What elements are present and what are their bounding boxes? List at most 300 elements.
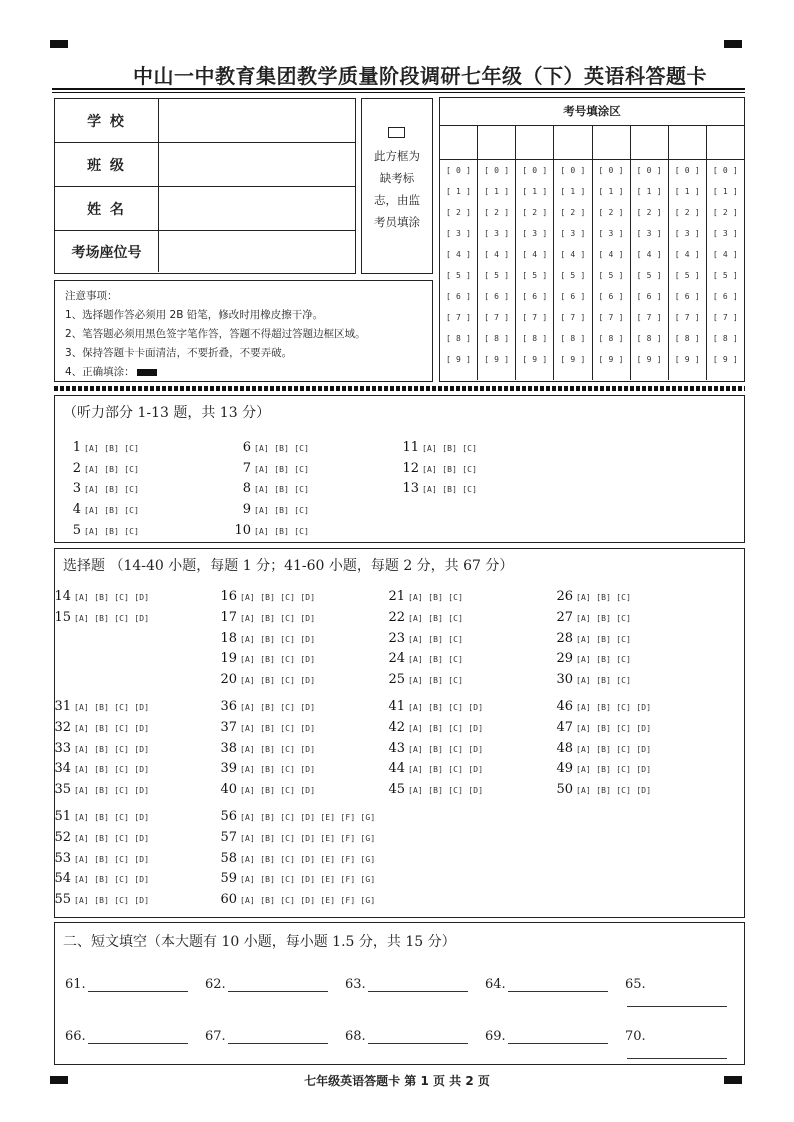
class-row: [55, 143, 355, 187]
question-number: 58: [220, 850, 237, 866]
id-digit-bubble[interactable]: [ 4 ]: [598, 250, 624, 259]
id-digit-bubble[interactable]: [ 0 ]: [636, 166, 662, 175]
id-write-box-7[interactable]: [669, 126, 706, 160]
id-digit-bubble[interactable]: [ 5 ]: [712, 271, 738, 280]
id-digit-bubble[interactable]: [ 5 ]: [674, 271, 700, 280]
id-digit-bubble[interactable]: [ 5 ]: [484, 271, 510, 280]
answer-bubbles[interactable]: [A] [B] [C] [D]: [74, 613, 150, 623]
answer-bubbles[interactable]: [A] [B] [C] [D]: [240, 593, 316, 602]
correct-fill-sample: [137, 369, 157, 376]
title-rule-thin: [52, 92, 745, 93]
answer-bubbles[interactable]: [A] [B] [C]: [84, 526, 140, 536]
title-rule-thick: [52, 88, 745, 90]
question-row: [61, 436, 139, 455]
cloze-answer-line[interactable]: [228, 1030, 328, 1044]
question-row: [49, 757, 149, 776]
notice-heading: 注意事项：: [65, 290, 118, 302]
answer-bubbles[interactable]: [A] [B] [C] [D]: [408, 744, 484, 754]
id-write-box-4[interactable]: [554, 126, 591, 160]
question-row: [215, 737, 315, 756]
answer-bubbles[interactable]: [A] [B] [C]: [422, 444, 478, 453]
question-number: 25: [388, 672, 405, 688]
answer-bubbles[interactable]: [A] [B] [C]: [422, 464, 478, 474]
id-digit-bubble[interactable]: [ 8 ]: [636, 334, 662, 343]
question-row: [61, 519, 139, 538]
question-number: 60: [220, 892, 237, 908]
id-digit-bubble[interactable]: [ 6 ]: [712, 292, 738, 301]
id-digit-bubble[interactable]: [ 8 ]: [522, 334, 548, 343]
answer-bubbles[interactable]: [A] [B] [C]: [408, 634, 464, 644]
question-number: 48: [556, 740, 573, 756]
id-digit-bubble[interactable]: [ 9 ]: [636, 355, 662, 364]
id-digit-bubble[interactable]: [ 1 ]: [712, 187, 738, 196]
notice-item-1: 1、选择题作答必须用 2B 铅笔，修改时用橡皮擦干净。: [65, 309, 324, 321]
id-digit-bubble[interactable]: [ 9 ]: [674, 355, 700, 364]
id-digit-bubble[interactable]: [ 4 ]: [484, 250, 510, 259]
id-digit-bubble[interactable]: [ 1 ]: [598, 187, 624, 196]
id-digit-bubble[interactable]: [ 7 ]: [446, 313, 472, 322]
answer-bubbles[interactable]: [A] [B] [C] [D]: [74, 896, 150, 906]
question-number: 55: [54, 892, 71, 908]
cloze-item: [625, 1029, 744, 1059]
question-number: 23: [388, 630, 405, 646]
id-digit-bubble[interactable]: [ 3 ]: [674, 229, 700, 238]
question-number: 19: [220, 651, 237, 667]
answer-bubbles[interactable]: [A] [B] [C] [D]: [74, 723, 150, 733]
id-write-box-8[interactable]: [707, 126, 744, 160]
cloze-answer-line[interactable]: [368, 1030, 468, 1044]
id-digit-bubble[interactable]: [ 8 ]: [446, 334, 472, 343]
answer-bubbles[interactable]: [A] [B] [C] [D]: [240, 634, 316, 644]
id-digit-bubble[interactable]: [ 3 ]: [560, 229, 586, 238]
seat-field[interactable]: [159, 231, 355, 272]
answer-bubbles[interactable]: [A] [B] [C] [D]: [240, 765, 316, 775]
answer-bubbles[interactable]: [A] [B] [C] [D]: [408, 786, 484, 796]
question-row: [551, 695, 651, 714]
answer-bubbles[interactable]: [A] [B] [C]: [576, 676, 632, 686]
id-digit-bubble[interactable]: [ 0 ]: [522, 166, 548, 175]
id-digit-bubble[interactable]: [ 9 ]: [598, 355, 624, 364]
cloze-number: 69.: [485, 1029, 506, 1044]
question-number: 11: [402, 440, 419, 455]
cloze-answer-line[interactable]: [508, 1030, 608, 1044]
id-digit-bubble[interactable]: [ 7 ]: [636, 313, 662, 322]
question-row: [551, 737, 651, 756]
question-row: [49, 888, 149, 907]
question-row: [383, 585, 463, 604]
school-row: [55, 99, 355, 143]
question-row: [551, 716, 651, 735]
answer-bubbles[interactable]: [A] [B] [C] [D] [E] [F] [G]: [240, 833, 376, 843]
question-number: 16: [220, 589, 237, 604]
id-digit-bubble[interactable]: [ 7 ]: [522, 313, 548, 322]
question-number: 1: [72, 440, 81, 455]
answer-bubbles[interactable]: [A] [B] [C] [D]: [74, 875, 150, 885]
cloze-answer-line[interactable]: [627, 993, 727, 1007]
answer-bubbles[interactable]: [A] [B] [C] [D]: [576, 703, 652, 712]
answer-bubbles[interactable]: [A] [B] [C] [D]: [240, 613, 316, 623]
answer-bubbles[interactable]: [A] [B] [C] [D]: [576, 744, 652, 754]
answer-bubbles[interactable]: [A] [B] [C] [D]: [576, 765, 652, 775]
choice-section: [54, 548, 745, 918]
question-number: 14: [54, 589, 71, 604]
question-row: [49, 695, 149, 714]
cloze-answer-line[interactable]: [627, 1045, 727, 1059]
answer-bubbles[interactable]: [A] [B] [C]: [576, 593, 632, 602]
cloze-item: [205, 1029, 328, 1044]
answer-bubbles[interactable]: [A] [B] [C]: [408, 676, 464, 686]
id-digit-bubble[interactable]: [ 4 ]: [560, 250, 586, 259]
id-write-box-5[interactable]: [593, 126, 630, 160]
cloze-number: 62.: [205, 977, 226, 992]
question-number: 44: [388, 761, 405, 777]
question-row: [231, 457, 309, 476]
name-field[interactable]: [159, 187, 355, 230]
question-number: 29: [556, 651, 573, 667]
id-digit-bubble[interactable]: [ 9 ]: [446, 355, 472, 364]
id-digit-bubble[interactable]: [ 2 ]: [636, 208, 662, 217]
id-column-3: [516, 126, 554, 380]
question-number: 28: [556, 630, 573, 646]
question-row: [215, 826, 375, 845]
id-digit-bubble[interactable]: [ 6 ]: [674, 292, 700, 301]
question-row: [49, 778, 149, 797]
question-number: 8: [242, 481, 251, 497]
id-digit-bubble[interactable]: [ 6 ]: [446, 292, 472, 301]
answer-bubbles[interactable]: [A] [B] [C] [D]: [408, 723, 484, 733]
id-digit-bubble[interactable]: [ 6 ]: [522, 292, 548, 301]
question-number: 21: [388, 589, 405, 604]
question-row: [383, 737, 483, 756]
absent-mark-box: [361, 98, 433, 274]
id-digit-bubble[interactable]: [ 8 ]: [674, 334, 700, 343]
id-digit-bubble[interactable]: [ 8 ]: [484, 334, 510, 343]
answer-bubbles[interactable]: [A] [B] [C] [D] [E] [F] [G]: [240, 875, 376, 885]
answer-bubbles[interactable]: [A] [B] [C] [D]: [74, 593, 150, 602]
question-row: [215, 778, 315, 797]
seat-label: 考场座位号: [55, 231, 159, 272]
id-column-2: [478, 126, 516, 380]
question-row: [49, 737, 149, 756]
id-column-8: [707, 126, 744, 380]
answer-bubbles[interactable]: [A] [B] [C] [D]: [74, 744, 150, 754]
cloze-number: 63.: [345, 977, 366, 992]
page-footer: 七年级英语答题卡 第 1 页 共 2 页: [304, 1074, 490, 1088]
question-row: [551, 647, 631, 666]
question-row: [231, 519, 309, 538]
question-row: [215, 695, 315, 714]
id-digit-bubble[interactable]: [ 4 ]: [522, 250, 548, 259]
id-digit-bubble[interactable]: [ 3 ]: [636, 229, 662, 238]
question-row: [49, 867, 149, 886]
id-digit-bubble[interactable]: [ 4 ]: [712, 250, 738, 259]
question-row: [551, 668, 631, 687]
question-number: 53: [54, 850, 71, 866]
id-digit-bubble[interactable]: [ 4 ]: [674, 250, 700, 259]
answer-bubbles[interactable]: [A] [B] [C] [D]: [74, 854, 150, 864]
id-digit-bubble[interactable]: [ 0 ]: [712, 166, 738, 175]
id-write-box-6[interactable]: [631, 126, 668, 160]
id-column-1: [440, 126, 478, 380]
answer-bubbles[interactable]: [A] [B] [C] [D] [E] [F] [G]: [240, 813, 376, 822]
question-number: 6: [242, 440, 251, 455]
id-digit-bubble[interactable]: [ 3 ]: [446, 229, 472, 238]
absent-line-3: 志，由监: [374, 193, 420, 207]
id-digit-bubble[interactable]: [ 2 ]: [484, 208, 510, 217]
question-row: [231, 477, 309, 496]
question-number: 4: [72, 502, 81, 518]
answer-bubbles[interactable]: [A] [B] [C]: [84, 506, 140, 516]
question-number: 43: [388, 740, 405, 756]
answer-bubbles[interactable]: [A] [B] [C] [D]: [74, 833, 150, 843]
cloze-answer-line[interactable]: [88, 1030, 188, 1044]
id-digit-bubble[interactable]: [ 7 ]: [674, 313, 700, 322]
school-field[interactable]: [159, 99, 355, 142]
question-number: 40: [220, 782, 237, 798]
question-row: [231, 436, 309, 455]
question-row: [383, 668, 463, 687]
answer-bubbles[interactable]: [A] [B] [C]: [254, 526, 310, 536]
question-number: 18: [220, 630, 237, 646]
seat-row: [55, 231, 355, 272]
question-row: [551, 606, 631, 625]
notice-box: [54, 280, 433, 382]
answer-bubbles[interactable]: [A] [B] [C] [D]: [240, 676, 316, 686]
id-digit-bubble[interactable]: [ 2 ]: [522, 208, 548, 217]
id-digit-bubble[interactable]: [ 6 ]: [560, 292, 586, 301]
question-number: 33: [54, 740, 71, 756]
cloze-answer-line[interactable]: [88, 978, 188, 992]
answer-bubbles[interactable]: [A] [B] [C] [D]: [240, 723, 316, 733]
question-number: 56: [220, 809, 237, 824]
question-row: [399, 457, 477, 476]
id-digit-bubble[interactable]: [ 8 ]: [598, 334, 624, 343]
id-digit-bubble[interactable]: [ 2 ]: [446, 208, 472, 217]
question-row: [383, 606, 463, 625]
id-digit-bubble[interactable]: [ 7 ]: [560, 313, 586, 322]
question-number: 26: [556, 589, 573, 604]
id-column-5: [593, 126, 631, 380]
id-write-box-1[interactable]: [440, 126, 477, 160]
id-digit-bubble[interactable]: [ 6 ]: [484, 292, 510, 301]
id-digit-bubble[interactable]: [ 0 ]: [674, 166, 700, 175]
question-number: 3: [72, 481, 81, 497]
question-row: [383, 627, 463, 646]
question-number: 41: [388, 699, 405, 714]
answer-bubbles[interactable]: [A] [B] [C]: [408, 613, 464, 623]
question-number: 34: [54, 761, 71, 777]
answer-bubbles[interactable]: [A] [B] [C]: [254, 485, 310, 495]
answer-bubbles[interactable]: [A] [B] [C]: [422, 485, 478, 495]
answer-bubbles[interactable]: [A] [B] [C] [D]: [240, 744, 316, 754]
answer-bubbles[interactable]: [A] [B] [C] [D]: [576, 786, 652, 796]
question-row: [61, 477, 139, 496]
id-column-4: [554, 126, 592, 380]
id-fill-area: [439, 97, 745, 382]
cloze-item: [65, 977, 188, 992]
answer-bubbles[interactable]: [A] [B] [C]: [408, 655, 464, 665]
id-digit-bubble[interactable]: [ 0 ]: [560, 166, 586, 175]
absent-checkbox[interactable]: [388, 127, 405, 138]
answer-bubbles[interactable]: [A] [B] [C] [D]: [74, 786, 150, 796]
answer-bubbles[interactable]: [A] [B] [C] [D]: [408, 703, 484, 712]
id-digit-bubble[interactable]: [ 3 ]: [712, 229, 738, 238]
answer-bubbles[interactable]: [A] [B] [C] [D]: [74, 813, 150, 822]
answer-bubbles[interactable]: [A] [B] [C]: [84, 485, 140, 495]
question-number: 57: [220, 829, 237, 845]
question-row: [551, 627, 631, 646]
question-number: 17: [220, 609, 237, 625]
answer-bubbles[interactable]: [A] [B] [C] [D]: [240, 786, 316, 796]
cloze-answer-line[interactable]: [228, 978, 328, 992]
answer-bubbles[interactable]: [A] [B] [C]: [576, 655, 632, 665]
question-number: 42: [388, 719, 405, 735]
id-digit-bubble[interactable]: [ 9 ]: [560, 355, 586, 364]
question-number: 52: [54, 829, 71, 845]
question-row: [551, 778, 651, 797]
cloze-number: 66.: [65, 1029, 86, 1044]
answer-bubbles[interactable]: [A] [B] [C] [D]: [576, 723, 652, 733]
answer-bubbles[interactable]: [A] [B] [C] [D]: [408, 765, 484, 775]
id-digit-bubble[interactable]: [ 1 ]: [446, 187, 472, 196]
id-digit-bubble[interactable]: [ 8 ]: [712, 334, 738, 343]
answer-bubbles[interactable]: [A] [B] [C]: [254, 464, 310, 474]
question-row: [215, 647, 315, 666]
question-number: 46: [556, 699, 573, 714]
cloze-item: [625, 977, 744, 1007]
question-row: [551, 585, 631, 604]
id-digit-bubble[interactable]: [ 7 ]: [484, 313, 510, 322]
cloze-answer-line[interactable]: [368, 978, 468, 992]
cloze-answer-line[interactable]: [508, 978, 608, 992]
question-number: 35: [54, 782, 71, 798]
id-digit-bubble[interactable]: [ 5 ]: [446, 271, 472, 280]
answer-bubbles[interactable]: [A] [B] [C] [D] [E] [F] [G]: [240, 896, 376, 906]
id-digit-bubble[interactable]: [ 8 ]: [560, 334, 586, 343]
id-digit-bubble[interactable]: [ 3 ]: [598, 229, 624, 238]
cloze-title: 二、短文填空（本大题有 10 小题，每小题 1.5 分，共 15 分）: [63, 934, 456, 950]
listening-section: [54, 395, 745, 543]
id-digit-bubble[interactable]: [ 4 ]: [636, 250, 662, 259]
answer-bubbles[interactable]: [A] [B] [C] [D]: [240, 703, 316, 712]
question-row: [49, 847, 149, 866]
cloze-item: [485, 977, 608, 992]
absent-line-1: 此方框为: [374, 149, 420, 163]
cloze-item: [65, 1029, 188, 1044]
answer-bubbles[interactable]: [A] [B] [C]: [254, 444, 310, 453]
class-field[interactable]: [159, 143, 355, 186]
id-digit-bubble[interactable]: [ 1 ]: [484, 187, 510, 196]
question-number: 39: [220, 761, 237, 777]
answer-bubbles[interactable]: [A] [B] [C] [D]: [74, 765, 150, 775]
id-digit-bubble[interactable]: [ 1 ]: [560, 187, 586, 196]
id-digit-bubble[interactable]: [ 7 ]: [712, 313, 738, 322]
question-row: [215, 847, 375, 866]
cloze-item: [345, 977, 468, 992]
id-digit-bubble[interactable]: [ 3 ]: [522, 229, 548, 238]
id-digit-bubble[interactable]: [ 1 ]: [522, 187, 548, 196]
question-row: [215, 668, 315, 687]
id-digit-bubble[interactable]: [ 0 ]: [598, 166, 624, 175]
answer-bubbles[interactable]: [A] [B] [C] [D]: [240, 655, 316, 665]
question-row: [49, 805, 149, 824]
answer-bubbles[interactable]: [A] [B] [C]: [408, 593, 464, 602]
listening-title: （听力部分 1-13 题，共 13 分）: [63, 405, 271, 421]
cloze-number: 64.: [485, 977, 506, 992]
id-digit-bubble[interactable]: [ 6 ]: [636, 292, 662, 301]
cloze-number: 68.: [345, 1029, 366, 1044]
question-number: 5: [72, 522, 81, 538]
question-number: 47: [556, 719, 573, 735]
id-digit-bubble[interactable]: [ 5 ]: [560, 271, 586, 280]
question-number: 7: [242, 460, 251, 476]
choice-title: 选择题 （14-40 小题，每题 1 分；41-60 小题，每题 2 分，共 67 分）: [63, 558, 514, 574]
id-digit-bubble[interactable]: [ 3 ]: [484, 229, 510, 238]
question-number: 36: [220, 699, 237, 714]
id-write-box-2[interactable]: [478, 126, 515, 160]
page-title: 中山一中教育集团教学质量阶段调研七年级（下）英语科答题卡: [133, 64, 707, 88]
id-digit-bubble[interactable]: [ 0 ]: [446, 166, 472, 175]
id-digit-bubble[interactable]: [ 5 ]: [598, 271, 624, 280]
question-row: [383, 716, 483, 735]
answer-bubbles[interactable]: [A] [B] [C]: [576, 613, 632, 623]
id-digit-bubble[interactable]: [ 2 ]: [712, 208, 738, 217]
question-number: 12: [402, 460, 419, 476]
id-digit-bubble[interactable]: [ 1 ]: [636, 187, 662, 196]
id-digit-bubble[interactable]: [ 7 ]: [598, 313, 624, 322]
question-number: 10: [234, 522, 251, 538]
question-row: [49, 826, 149, 845]
absent-instructions: [362, 145, 432, 233]
id-area-header: 考号填涂区: [440, 98, 744, 126]
id-digit-bubble[interactable]: [ 9 ]: [484, 355, 510, 364]
absent-line-4: 考员填涂: [374, 215, 420, 229]
answer-bubbles[interactable]: [A] [B] [C]: [84, 444, 140, 453]
question-row: [215, 867, 375, 886]
question-number: 24: [388, 651, 405, 667]
name-row: [55, 187, 355, 231]
question-row: [383, 647, 463, 666]
id-digit-bubble[interactable]: [ 0 ]: [484, 166, 510, 175]
registration-mark-top-right: [724, 40, 742, 48]
id-digit-bubble[interactable]: [ 2 ]: [560, 208, 586, 217]
answer-bubbles[interactable]: [A] [B] [C] [D] [E] [F] [G]: [240, 854, 376, 864]
cloze-number: 67.: [205, 1029, 226, 1044]
answer-bubbles[interactable]: [A] [B] [C] [D]: [74, 703, 150, 712]
id-columns: [440, 126, 744, 380]
answer-bubbles[interactable]: [A] [B] [C]: [576, 634, 632, 644]
absent-line-2: 缺考标: [379, 171, 415, 185]
id-digit-bubble[interactable]: [ 9 ]: [712, 355, 738, 364]
cloze-number: 61.: [65, 977, 86, 992]
answer-bubbles[interactable]: [A] [B] [C]: [254, 506, 310, 516]
question-row: [231, 498, 309, 517]
question-number: 30: [556, 672, 573, 688]
cloze-item: [345, 1029, 468, 1044]
id-digit-bubble[interactable]: [ 5 ]: [636, 271, 662, 280]
answer-bubbles[interactable]: [A] [B] [C]: [84, 464, 140, 474]
id-digit-bubble[interactable]: [ 4 ]: [446, 250, 472, 259]
id-digit-bubble[interactable]: [ 9 ]: [522, 355, 548, 364]
id-digit-bubble[interactable]: [ 1 ]: [674, 187, 700, 196]
dotted-divider: [54, 386, 745, 391]
question-number: 2: [72, 460, 81, 476]
id-digit-bubble[interactable]: [ 2 ]: [598, 208, 624, 217]
id-digit-bubble[interactable]: [ 5 ]: [522, 271, 548, 280]
id-digit-bubble[interactable]: [ 6 ]: [598, 292, 624, 301]
id-digit-bubble[interactable]: [ 2 ]: [674, 208, 700, 217]
id-write-box-3[interactable]: [516, 126, 553, 160]
